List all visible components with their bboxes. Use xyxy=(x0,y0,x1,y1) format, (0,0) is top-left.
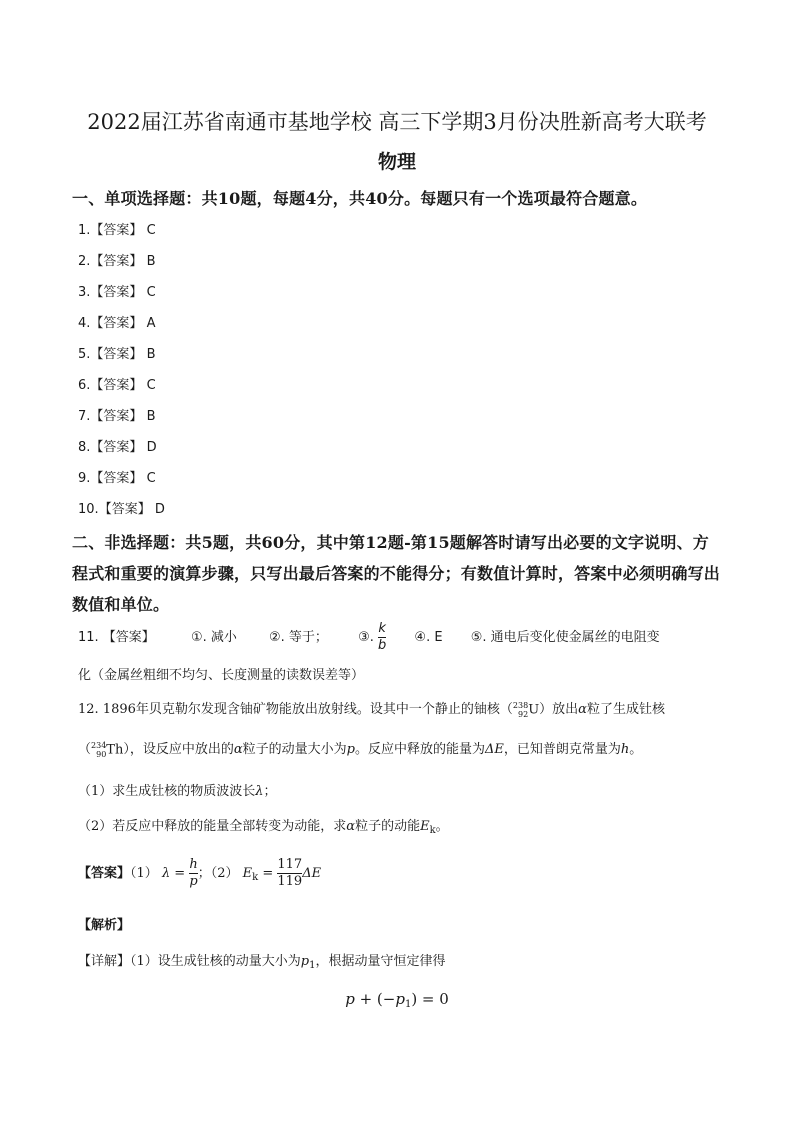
answer-item: 4.【答案】 A xyxy=(78,316,156,331)
q12-sub2: （2）若反应中释放的能量全部转变为动能，求α粒子的动能$E_k$。 xyxy=(78,819,449,836)
answer-item: 10.【答案】 D xyxy=(78,502,165,517)
document-title: 2022届江苏省南通市基地学校 高三下学期3月份决胜新高考大联考 xyxy=(87,110,707,134)
thorium-nuclide: 234 90 Th xyxy=(91,740,124,759)
analysis-label: 【解析】 xyxy=(78,918,131,933)
answer-item: 6.【答案】 C xyxy=(78,378,156,393)
q12-sub1: （1）求生成钍核的物质波波长λ； xyxy=(78,784,277,799)
k-over-b-fraction: $\frac{k}{b}$ xyxy=(378,621,387,653)
section2-heading-line2: 程式和重要的演算步骤，只写出最后答案的不能得分；有数值计算时，答案中必须明确写出 xyxy=(72,564,721,583)
answer-item: 5.【答案】 B xyxy=(78,347,156,362)
uranium-nuclide: 238 92 U xyxy=(512,700,540,719)
q12-detail-line: 【详解】（1）设生成钍核的动量大小为$p_1$，根据动量守恒定律得 xyxy=(78,954,446,971)
answer-item: 1.【答案】 C xyxy=(78,223,156,238)
q12-answer: 【答案】（1） λ = $\frac{h}{p}$ ；（2） $E_k$ = $\frac{117}{119}$ ΔE xyxy=(78,857,322,889)
answer-item: 7.【答案】 B xyxy=(78,409,156,424)
q11-answer-line2: 化（金属丝粗细不均匀、长度测量的读数误差等） xyxy=(78,668,365,683)
subject-title: 物理 xyxy=(377,151,416,173)
answer-item: 2.【答案】 B xyxy=(78,254,156,269)
section2-heading-line1: 二、非选择题：共5题，共60分，其中第12题-第15题解答时请写出必要的文字说明、方 xyxy=(72,533,709,552)
q11-answer-line: 11. 【答案】 ①. 减小 ②. 等于； ③. $\frac{k}{b}$ ④. E ⑤. 通电后变化使金属丝的电阻变 xyxy=(78,621,660,653)
h-over-p-fraction: $\frac{h}{p}$ xyxy=(189,857,198,889)
section1-heading: 一、单项选择题：共10题，每题4分，共40分。每题只有一个选项最符合题意。 xyxy=(72,189,648,208)
answer-item: 3.【答案】 C xyxy=(78,285,156,300)
section2-heading-line3: 数值和单位。 xyxy=(72,595,170,614)
answer-item: 8.【答案】 D xyxy=(78,440,157,455)
answer-item: 9.【答案】 C xyxy=(78,471,156,486)
q12-stem-line2: （ 234 90 Th），设反应中放出的α粒子的动量大小为p。反应中释放的能量为ΔE，已知普朗克常量为h。 xyxy=(78,740,643,759)
momentum-equation: $p + (-p_1) = 0$ xyxy=(345,990,449,1010)
q12-stem-line1: 12. 1896年贝克勒尔发现含铀矿物能放出放射线。设其中一个静止的铀核（ 238 92 U）放出α粒了生成钍核 xyxy=(78,700,665,719)
117-over-119-fraction: $\frac{117}{119}$ xyxy=(277,857,303,889)
